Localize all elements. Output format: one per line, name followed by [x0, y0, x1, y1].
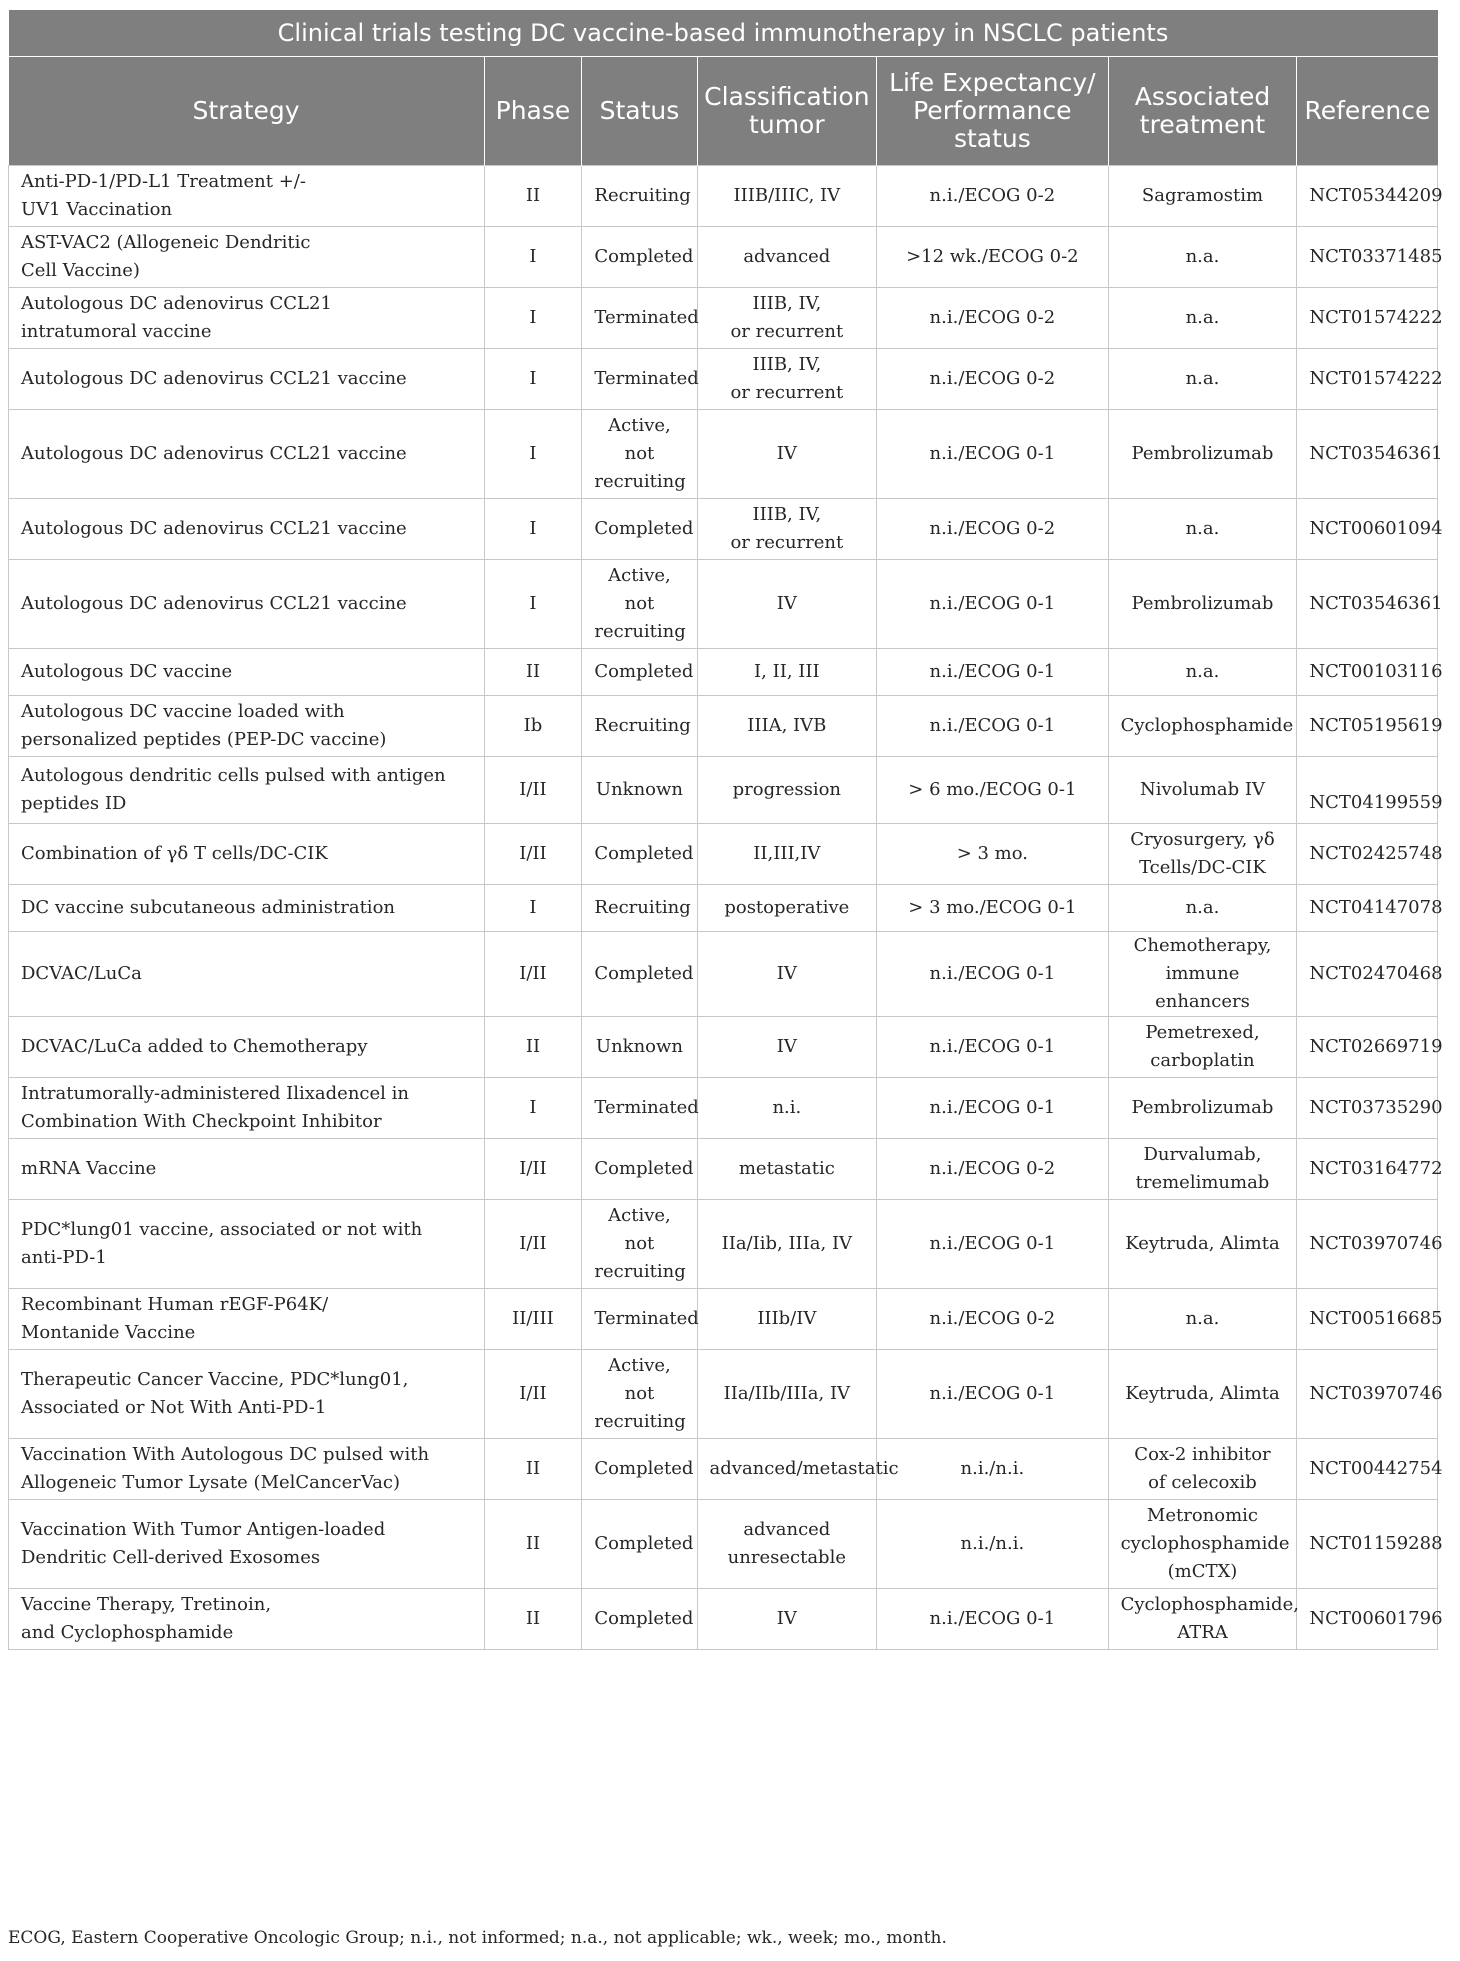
column-header-classification: Classification tumor — [697, 57, 877, 166]
column-header-reference: Reference — [1297, 57, 1438, 166]
cell-status: Completed — [582, 649, 697, 696]
cell-associated-treatment: Cox-2 inhibitor of celecoxib — [1108, 1439, 1297, 1500]
cell-status: Recruiting — [582, 696, 697, 757]
cell-classification: n.i. — [697, 1078, 877, 1139]
table-row — [9, 349, 1438, 410]
cell-reference: NCT04199559 — [1297, 757, 1438, 824]
cell-status: Terminated — [582, 1078, 697, 1139]
cell-classification: progression — [697, 757, 877, 824]
cell-status: Completed — [582, 227, 697, 288]
cell-classification: IIa/Iib, IIIa, IV — [697, 1200, 877, 1289]
table-row — [9, 696, 1438, 757]
cell-associated-treatment: Pembrolizumab — [1108, 410, 1297, 499]
cell-reference: NCT03970746 — [1297, 1350, 1438, 1439]
cell-phase: Ib — [484, 696, 582, 757]
column-header-strategy: Strategy — [9, 57, 485, 166]
cell-strategy: Recombinant Human rEGF-P64K/ Montanide Vaccine — [9, 1289, 485, 1350]
table-footnote: ECOG, Eastern Cooperative Oncologic Group; n.i., not informed; n.a., not applicable; wk., week; mo., month. — [8, 1928, 947, 1948]
cell-classification: advanced unresectable — [697, 1500, 877, 1589]
cell-classification: IIIb/IV — [697, 1289, 877, 1350]
cell-life-expectancy: n.i./ECOG 0-1 — [877, 649, 1108, 696]
cell-life-expectancy: n.i./ECOG 0-1 — [877, 410, 1108, 499]
cell-strategy: mRNA Vaccine — [9, 1139, 485, 1200]
cell-strategy: Vaccination With Autologous DC pulsed with Allogeneic Tumor Lysate (MelCancerVac) — [9, 1439, 485, 1500]
cell-strategy: Vaccination With Tumor Antigen-loaded Dendritic Cell-derived Exosomes — [9, 1500, 485, 1589]
cell-classification: IIIB, IV, or recurrent — [697, 349, 877, 410]
cell-strategy: Combination of γδ T cells/DC-CIK — [9, 824, 485, 885]
cell-status: Completed — [582, 824, 697, 885]
cell-status: Recruiting — [582, 166, 697, 227]
cell-status: Unknown — [582, 1017, 697, 1078]
cell-phase: II — [484, 166, 582, 227]
cell-classification: advanced — [697, 227, 877, 288]
cell-associated-treatment: n.a. — [1108, 885, 1297, 932]
cell-reference: NCT04147078 — [1297, 885, 1438, 932]
cell-life-expectancy: n.i./ECOG 0-2 — [877, 499, 1108, 560]
cell-strategy: DC vaccine subcutaneous administration — [9, 885, 485, 932]
cell-associated-treatment: n.a. — [1108, 499, 1297, 560]
cell-phase: II — [484, 649, 582, 696]
table-row — [9, 1500, 1438, 1589]
cell-life-expectancy: n.i./ECOG 0-1 — [877, 696, 1108, 757]
cell-life-expectancy: n.i./n.i. — [877, 1500, 1108, 1589]
cell-classification: IIIB, IV, or recurrent — [697, 288, 877, 349]
cell-classification: I, II, III — [697, 649, 877, 696]
cell-strategy: Intratumorally-administered Ilixadencel in Combination With Checkpoint Inhibitor — [9, 1078, 485, 1139]
cell-life-expectancy: n.i./ECOG 0-1 — [877, 1589, 1108, 1650]
cell-classification: IIIA, IVB — [697, 696, 877, 757]
table-row — [9, 166, 1438, 227]
cell-reference: NCT03546361 — [1297, 410, 1438, 499]
cell-reference: NCT01574222 — [1297, 288, 1438, 349]
cell-life-expectancy: > 3 mo./ECOG 0-1 — [877, 885, 1108, 932]
cell-reference: NCT00601796 — [1297, 1589, 1438, 1650]
cell-reference: NCT03546361 — [1297, 560, 1438, 649]
cell-phase: I/II — [484, 824, 582, 885]
cell-phase: I — [484, 1078, 582, 1139]
trials-table — [8, 10, 1443, 1650]
cell-status: Terminated — [582, 1289, 697, 1350]
cell-status: Active, not recruiting — [582, 560, 697, 649]
table-row — [9, 1439, 1438, 1500]
cell-phase: I — [484, 410, 582, 499]
cell-life-expectancy: n.i./ECOG 0-1 — [877, 1350, 1108, 1439]
table-row — [9, 499, 1438, 560]
cell-associated-treatment: Pembrolizumab — [1108, 1078, 1297, 1139]
cell-associated-treatment: Keytruda, Alimta — [1108, 1350, 1297, 1439]
table-row — [9, 1350, 1438, 1439]
table-row — [9, 649, 1438, 696]
cell-associated-treatment: Sagramostim — [1108, 166, 1297, 227]
cell-life-expectancy: >12 wk./ECOG 0-2 — [877, 227, 1108, 288]
table-body — [9, 166, 1443, 1650]
cell-reference: NCT03164772 — [1297, 1139, 1438, 1200]
table-row — [9, 1200, 1438, 1289]
cell-associated-treatment: n.a. — [1108, 1289, 1297, 1350]
cell-status: Completed — [582, 499, 697, 560]
cell-status: Active, not recruiting — [582, 1350, 697, 1439]
cell-classification: IIIB, IV, or recurrent — [697, 499, 877, 560]
table-row — [9, 288, 1438, 349]
cell-life-expectancy: n.i./ECOG 0-2 — [877, 1289, 1108, 1350]
cell-classification: IIIB/IIIC, IV — [697, 166, 877, 227]
cell-status: Unknown — [582, 757, 697, 824]
cell-phase: I/II — [484, 1200, 582, 1289]
cell-reference: NCT01159288 — [1297, 1500, 1438, 1589]
table-title: Clinical trials testing DC vaccine-based immunotherapy in NSCLC patients — [9, 10, 1438, 57]
cell-phase: II — [484, 1017, 582, 1078]
cell-associated-treatment: Cyclophosphamide — [1108, 696, 1297, 757]
cell-classification: metastatic — [697, 1139, 877, 1200]
cell-associated-treatment: Keytruda, Alimta — [1108, 1200, 1297, 1289]
cell-phase: I/II — [484, 932, 582, 1017]
cell-associated-treatment: n.a. — [1108, 349, 1297, 410]
cell-classification: IV — [697, 410, 877, 499]
table-row — [9, 410, 1438, 499]
cell-status: Completed — [582, 932, 697, 1017]
cell-classification: IV — [697, 560, 877, 649]
header-row — [9, 57, 1438, 166]
cell-life-expectancy: n.i./ECOG 0-1 — [877, 1078, 1108, 1139]
cell-phase: I — [484, 560, 582, 649]
cell-associated-treatment: Durvalumab, tremelimumab — [1108, 1139, 1297, 1200]
cell-strategy: Anti-PD-1/PD-L1 Treatment +/- UV1 Vaccination — [9, 166, 485, 227]
cell-associated-treatment: n.a. — [1108, 227, 1297, 288]
cell-reference: NCT03735290 — [1297, 1078, 1438, 1139]
cell-reference: NCT00103116 — [1297, 649, 1438, 696]
cell-status: Completed — [582, 1439, 697, 1500]
cell-life-expectancy: n.i./ECOG 0-1 — [877, 1017, 1108, 1078]
cell-reference: NCT00516685 — [1297, 1289, 1438, 1350]
cell-reference: NCT02470468 — [1297, 932, 1438, 1017]
table-row — [9, 227, 1438, 288]
cell-life-expectancy: n.i./ECOG 0-2 — [877, 1139, 1108, 1200]
cell-associated-treatment: n.a. — [1108, 288, 1297, 349]
table-row — [9, 560, 1438, 649]
cell-phase: II/III — [484, 1289, 582, 1350]
cell-life-expectancy: n.i./ECOG 0-1 — [877, 932, 1108, 1017]
cell-strategy: PDC*lung01 vaccine, associated or not with anti-PD-1 — [9, 1200, 485, 1289]
cell-strategy: AST-VAC2 (Allogeneic Dendritic Cell Vaccine) — [9, 227, 485, 288]
cell-strategy: Autologous DC adenovirus CCL21 intratumoral vaccine — [9, 288, 485, 349]
table-row — [9, 824, 1438, 885]
cell-status: Completed — [582, 1139, 697, 1200]
cell-associated-treatment: Cyclophosphamide, ATRA — [1108, 1589, 1297, 1650]
cell-strategy: Autologous DC adenovirus CCL21 vaccine — [9, 410, 485, 499]
cell-strategy: Autologous DC vaccine loaded with personalized peptides (PEP-DC vaccine) — [9, 696, 485, 757]
cell-associated-treatment: Nivolumab IV — [1108, 757, 1297, 824]
table-row — [9, 1589, 1438, 1650]
column-header-phase: Phase — [484, 57, 582, 166]
cell-strategy: Autologous DC vaccine — [9, 649, 485, 696]
cell-life-expectancy: > 6 mo./ECOG 0-1 — [877, 757, 1108, 824]
cell-phase: II — [484, 1500, 582, 1589]
cell-strategy: Vaccine Therapy, Tretinoin, and Cyclophosphamide — [9, 1589, 485, 1650]
cell-status: Completed — [582, 1589, 697, 1650]
cell-associated-treatment: Chemotherapy, immune enhancers — [1108, 932, 1297, 1017]
cell-reference: NCT00442754 — [1297, 1439, 1438, 1500]
cell-reference: NCT05195619 — [1297, 696, 1438, 757]
cell-life-expectancy: n.i./ECOG 0-2 — [877, 166, 1108, 227]
table-row — [9, 1139, 1438, 1200]
cell-life-expectancy: > 3 mo. — [877, 824, 1108, 885]
cell-associated-treatment: Pembrolizumab — [1108, 560, 1297, 649]
column-header-associated-treatment: Associated treatment — [1108, 57, 1297, 166]
cell-life-expectancy: n.i./ECOG 0-1 — [877, 560, 1108, 649]
cell-strategy: DCVAC/LuCa added to Chemotherapy — [9, 1017, 485, 1078]
cell-reference: NCT05344209 — [1297, 166, 1438, 227]
cell-strategy: Autologous DC adenovirus CCL21 vaccine — [9, 499, 485, 560]
cell-phase: I — [484, 288, 582, 349]
table-row — [9, 1017, 1438, 1078]
cell-strategy: Autologous DC adenovirus CCL21 vaccine — [9, 349, 485, 410]
cell-phase: II — [484, 1589, 582, 1650]
cell-life-expectancy: n.i./n.i. — [877, 1439, 1108, 1500]
cell-reference: NCT02669719 — [1297, 1017, 1438, 1078]
cell-status: Completed — [582, 1500, 697, 1589]
cell-classification: II,III,IV — [697, 824, 877, 885]
cell-phase: I — [484, 349, 582, 410]
cell-life-expectancy: n.i./ECOG 0-2 — [877, 288, 1108, 349]
cell-status: Recruiting — [582, 885, 697, 932]
cell-associated-treatment: Pemetrexed, carboplatin — [1108, 1017, 1297, 1078]
cell-status: Terminated — [582, 349, 697, 410]
cell-life-expectancy: n.i./ECOG 0-1 — [877, 1200, 1108, 1289]
table-container — [8, 10, 1443, 1650]
cell-status: Terminated — [582, 288, 697, 349]
cell-strategy: DCVAC/LuCa — [9, 932, 485, 1017]
table-row — [9, 885, 1438, 932]
cell-phase: I — [484, 227, 582, 288]
cell-strategy: Therapeutic Cancer Vaccine, PDC*lung01, Associated or Not With Anti-PD-1 — [9, 1350, 485, 1439]
column-header-status: Status — [582, 57, 697, 166]
cell-status: Active, not recruiting — [582, 410, 697, 499]
cell-classification: IV — [697, 1017, 877, 1078]
cell-reference: NCT03970746 — [1297, 1200, 1438, 1289]
cell-life-expectancy: n.i./ECOG 0-2 — [877, 349, 1108, 410]
column-header-life-expectancy: Life Expectancy/ Performance status — [877, 57, 1108, 166]
cell-associated-treatment: Metronomic cyclophosphamide (mCTX) — [1108, 1500, 1297, 1589]
table-row — [9, 1078, 1438, 1139]
cell-reference: NCT00601094 — [1297, 499, 1438, 560]
cell-strategy: Autologous dendritic cells pulsed with antigen peptides ID — [9, 757, 485, 824]
cell-phase: I — [484, 499, 582, 560]
cell-classification: IIa/IIb/IIIa, IV — [697, 1350, 877, 1439]
cell-reference: NCT03371485 — [1297, 227, 1438, 288]
cell-associated-treatment: Cryosurgery, γδ Tcells/DC-CIK — [1108, 824, 1297, 885]
cell-phase: I/II — [484, 1139, 582, 1200]
cell-phase: I/II — [484, 757, 582, 824]
cell-classification: IV — [697, 932, 877, 1017]
cell-classification: IV — [697, 1589, 877, 1650]
cell-classification: postoperative — [697, 885, 877, 932]
cell-strategy: Autologous DC adenovirus CCL21 vaccine — [9, 560, 485, 649]
table-row — [9, 1289, 1438, 1350]
cell-status: Active, not recruiting — [582, 1200, 697, 1289]
cell-reference: NCT02425748 — [1297, 824, 1438, 885]
cell-classification: advanced/metastatic — [697, 1439, 877, 1500]
cell-phase: I/II — [484, 1350, 582, 1439]
cell-phase: II — [484, 1439, 582, 1500]
cell-associated-treatment: n.a. — [1108, 649, 1297, 696]
table-row — [9, 757, 1438, 824]
table-row — [9, 932, 1438, 1017]
cell-phase: I — [484, 885, 582, 932]
cell-reference: NCT01574222 — [1297, 349, 1438, 410]
